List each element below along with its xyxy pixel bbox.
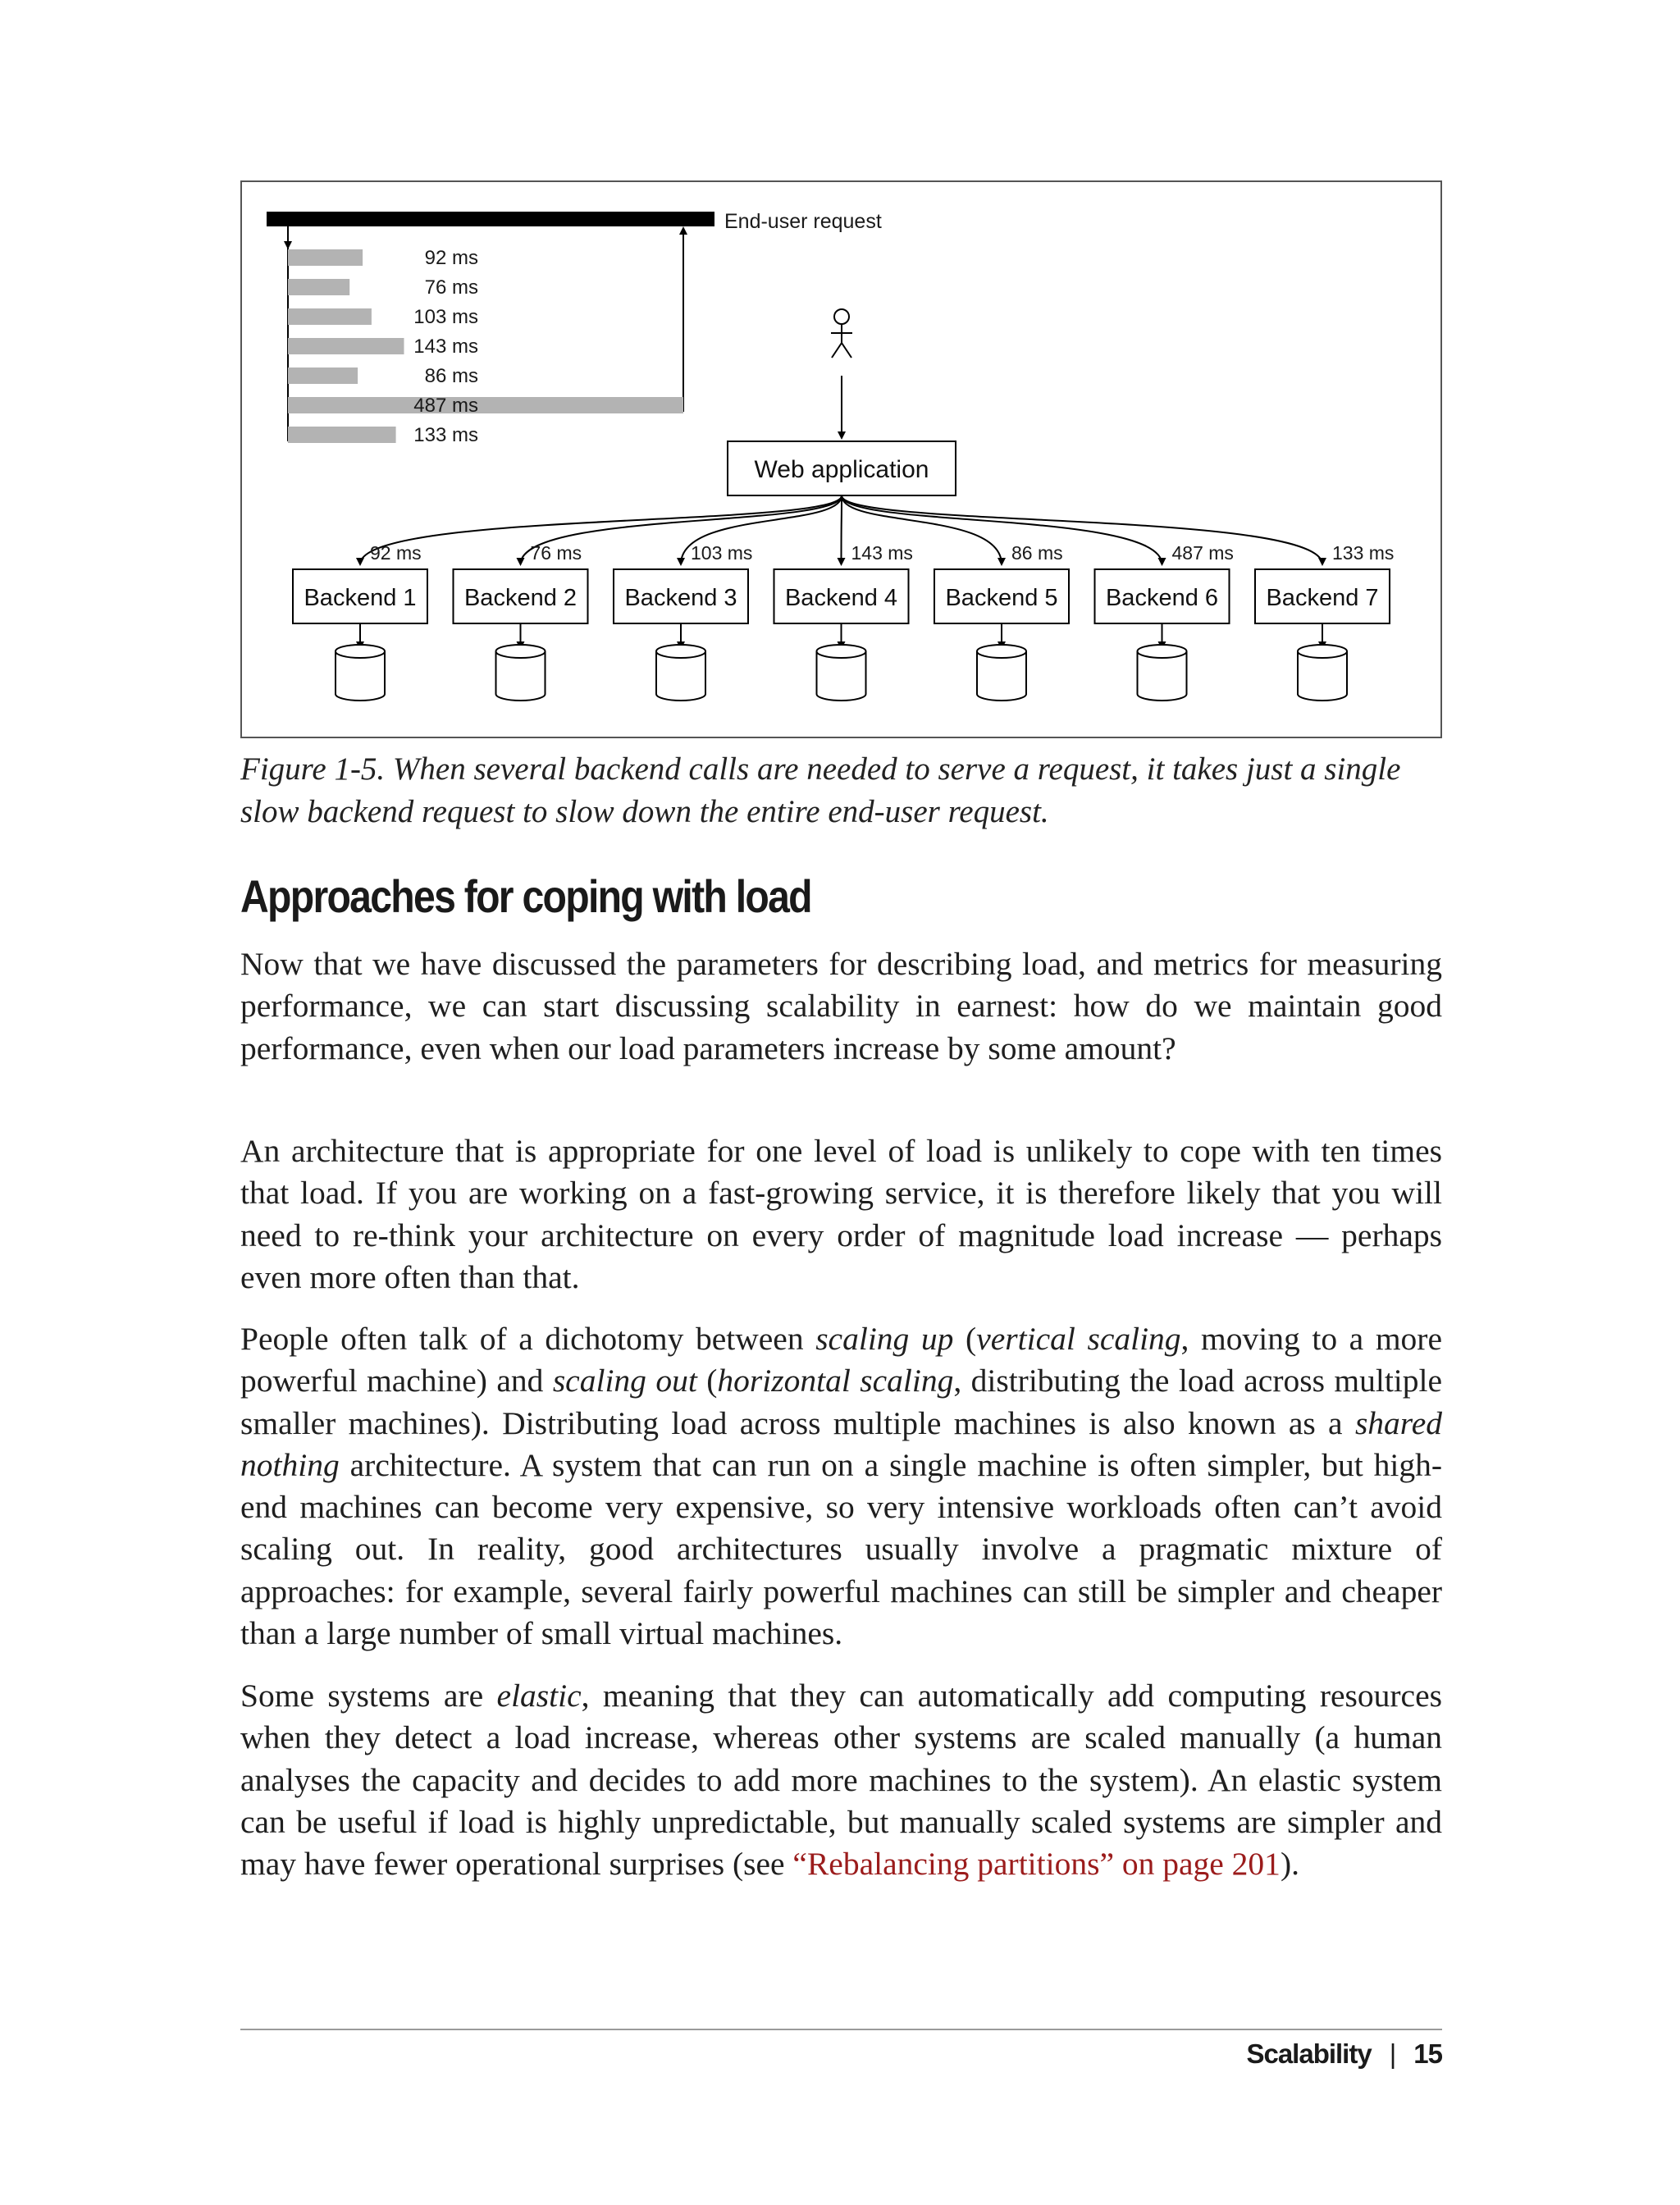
paragraph-1: Now that we have discussed the parameters for describing load, and metrics for measuring performance, we can start discussing scalability in earnest: how do we maintain good performance, even when our load parameters increase by some amount? — [240, 946, 1442, 1066]
database-icon — [977, 645, 1026, 701]
rebalancing-partitions-link[interactable]: “Rebalancing partitions” on page 201 — [792, 1846, 1281, 1883]
database-icon — [1138, 645, 1187, 701]
backend-latency-label: 86 ms — [1011, 542, 1063, 564]
backend-label: Backend 5 — [945, 585, 1058, 611]
timing-bar — [288, 427, 396, 443]
timing-bar — [288, 368, 358, 384]
backend-latency-label: 133 ms — [1332, 542, 1395, 564]
web-application-label: Web application — [754, 456, 929, 483]
paragraph-3: People often talk of a dichotomy between scaling up (vertical scaling, moving to a more powerful machine) and scaling out (horizontal scaling, distributing the load across multiple smaller machines). Distributing load across multiple machines is also known as a shared nothing architecture. A system that can run on a single machine is often simpler, but high-end machines can become very expensive, so very intensive workloads often can’t avoid scaling out. In reality, good architectures usually involve a pragmatic mixture of approaches: for example, several fairly powerful machines can still be simpler and cheaper than a large number of small virtual machines. — [240, 1321, 1443, 1652]
timing-bar — [288, 338, 404, 354]
timing-bar-label: 76 ms — [424, 276, 478, 299]
paragraph-2: An architecture that is appropriate for one level of load is unlikely to cope with ten times that load. If you are working on a fast-growing service, it is therefore likely that you will need to re-think your architecture on every order of magnitude load increase — perhaps even more often than that. — [240, 1133, 1442, 1295]
database-icon — [496, 645, 546, 701]
figure-caption: Figure 1-5. When several backend calls are needed to serve a request, it takes just a single slow backend request to slow down the entire end-user request. — [240, 751, 1401, 829]
backend-label: Backend 1 — [304, 585, 417, 611]
backend-label: Backend 6 — [1105, 585, 1219, 611]
footer-section: Scalability — [1246, 2038, 1372, 2069]
database-icon — [817, 645, 866, 701]
backend-label: Backend 2 — [463, 585, 578, 611]
database-icon — [1298, 645, 1347, 701]
backend-latency-label: 487 ms — [1171, 542, 1234, 564]
timing-bar-label: 133 ms — [413, 424, 478, 446]
page-number: 15 — [1413, 2038, 1442, 2069]
timing-bar-label: 86 ms — [424, 365, 478, 387]
backend-latency-label: 143 ms — [851, 542, 913, 564]
backend-label: Backend 3 — [624, 585, 737, 611]
section-heading: Approaches for coping with load — [240, 870, 811, 922]
timing-bars — [288, 247, 683, 446]
latency-figure — [240, 180, 1442, 738]
backend-latency-label: 92 ms — [370, 542, 422, 564]
backends — [293, 495, 1394, 701]
timing-bar — [288, 308, 372, 325]
paragraph-4: Some systems are elastic, meaning that they can automatically add computing resources when they detect a load increase, whereas other systems are scaled manually (a human analyses the capacity and decides to add more machines to the system). An elastic system can be useful if load is highly unpredictable, but manually scaled systems are simpler and may have fewer operational surprises (see “Rebalancing partitions” on page 201). — [240, 1678, 1442, 1883]
timing-bar-label: 103 ms — [413, 306, 478, 328]
backend-latency-label: 103 ms — [691, 542, 753, 564]
end-user-request-bar — [267, 212, 714, 226]
page-footer — [1246, 2038, 1442, 2070]
database-icon — [656, 645, 705, 701]
timing-bar — [288, 249, 363, 266]
backend-latency-label: 76 ms — [530, 542, 582, 564]
timing-bar-label: 92 ms — [424, 247, 478, 269]
timing-bar-label: 487 ms — [413, 395, 478, 417]
footer-rule — [240, 2029, 1442, 2030]
backend-label: Backend 4 — [784, 585, 898, 611]
timing-bar — [288, 397, 683, 413]
timing-bar — [288, 279, 349, 295]
backend-label: Backend 7 — [1266, 585, 1379, 611]
user-icon — [831, 309, 852, 358]
footer-separator: | — [1389, 2038, 1396, 2069]
timing-bar-label: 143 ms — [413, 336, 478, 358]
database-icon — [336, 645, 385, 701]
end-user-request-label: End-user request — [724, 210, 882, 233]
